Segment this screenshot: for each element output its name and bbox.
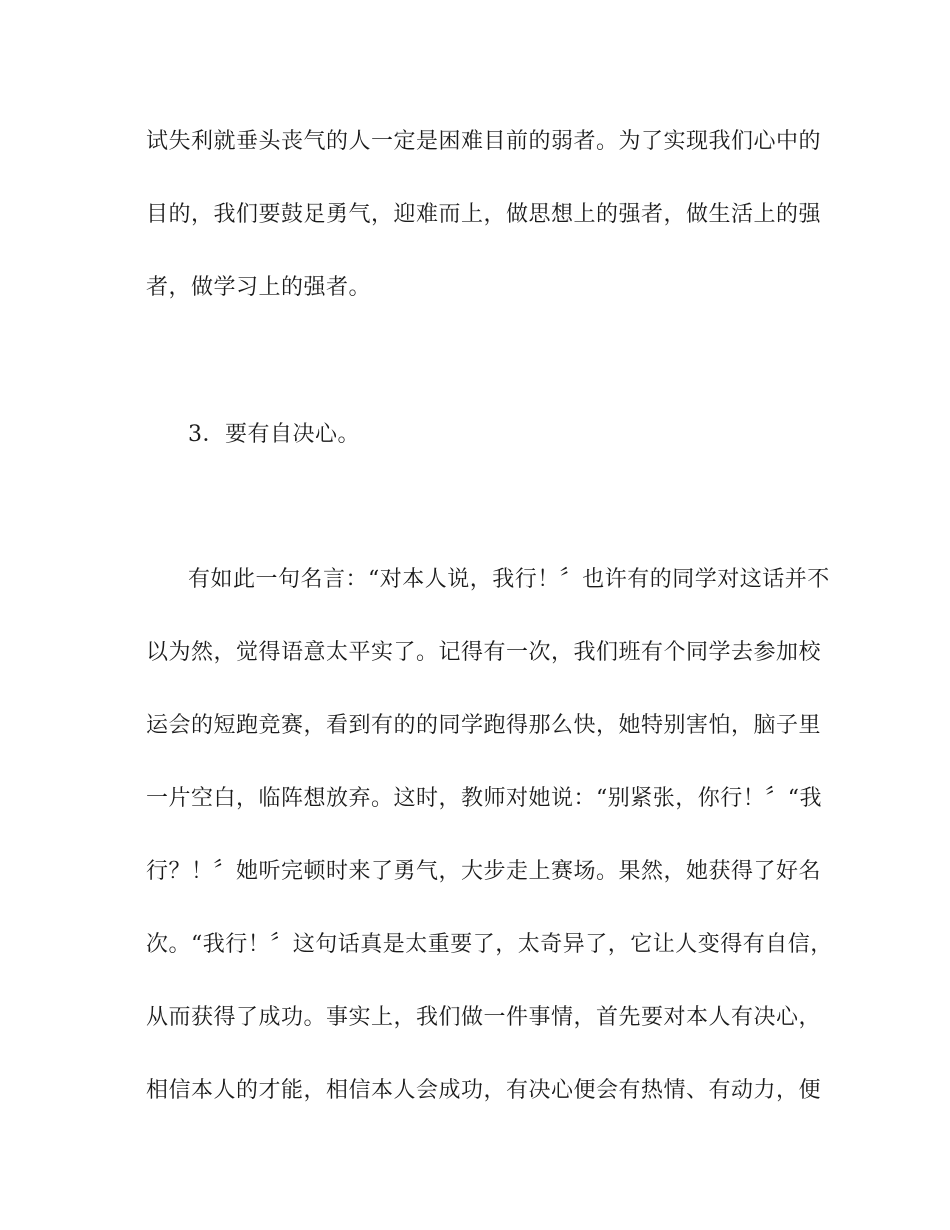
paragraph-2-line-6: 次。“我行！〞这句话真是太重要了，太奇异了，它让人变得有自信， xyxy=(146,932,833,957)
paragraph-2-line-4: 一片空白，临阵想放弃。这时，教师对她说：“别紧张，你行！〞“我 xyxy=(146,786,822,811)
paragraph-2-line-8: 相信本人的才能，相信本人会成功，有决心便会有热情、有动力，便 xyxy=(146,1078,822,1103)
paragraph-2-line-2: 以为然，觉得语意太平实了。记得有一次，我们班有个同学去参加校 xyxy=(146,640,822,665)
section-heading-3: 3．要有自决心。 xyxy=(188,422,360,447)
paragraph-1-line-3: 者，做学习上的强者。 xyxy=(146,275,372,300)
paragraph-2-line-7: 从而获得了成功。事实上，我们做一件事情，首先要对本人有决心， xyxy=(146,1005,822,1030)
paragraph-1-line-2: 目的，我们要鼓足勇气，迎难而上，做思想上的强者，做生活上的强 xyxy=(146,202,822,227)
paragraph-2-line-3: 运会的短跑竞赛，看到有的的同学跑得那么快，她特别害怕，脑子里 xyxy=(146,713,822,738)
paragraph-2-line-5: 行？！〞她听完顿时来了勇气，大步走上赛场。果然，她获得了好名 xyxy=(146,859,822,884)
paragraph-1-line-1: 试失利就垂头丧气的人一定是困难目前的弱者。为了实现我们心中的 xyxy=(146,129,822,154)
paragraph-2-line-1: 有如此一句名言：“对本人说，我行！〞也许有的同学对这话并不 xyxy=(188,567,830,592)
